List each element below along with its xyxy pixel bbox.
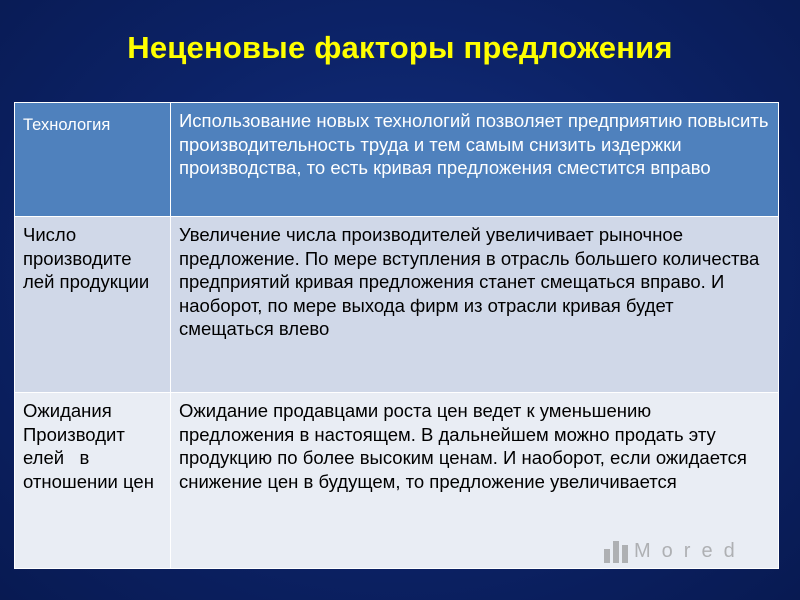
factor-description-cell: Использование новых технологий позволяет предприятию повысить производительность труда и тем самым снизить издержки производства, то есть кривая предложения сместится вправо xyxy=(171,103,779,217)
factors-table xyxy=(14,102,779,569)
table-row xyxy=(15,103,779,217)
factor-description-cell: Увеличение числа производителей увеличивает рыночное предложение. По мере вступления в отрасль большего количества предприятий кривая предложения станет смещаться вправо. И наоборот, по мере выхода фирм из отрасли кривая будет смещаться влево xyxy=(171,217,779,393)
presentation-logo-icon xyxy=(604,541,628,563)
factor-term-cell: Технология xyxy=(15,103,171,217)
factor-term-cell: Ожидания Производит елей в отношении цен xyxy=(15,393,171,569)
factor-term-cell: Число производите лей продукции xyxy=(15,217,171,393)
watermark-logo xyxy=(604,540,735,563)
slide-title: Неценовые факторы предложения xyxy=(127,30,673,65)
watermark-text: M o r e d xyxy=(634,540,735,562)
table-row xyxy=(15,217,779,393)
factor-description-cell: Ожидание продавцами роста цен ведет к уменьшению предложения в настоящем. В дальнейшем можно продать эту продукцию по более высоким ценам. И наоборот, если ожидается снижение цен в будущем, то предложение увеличивается xyxy=(171,393,779,569)
